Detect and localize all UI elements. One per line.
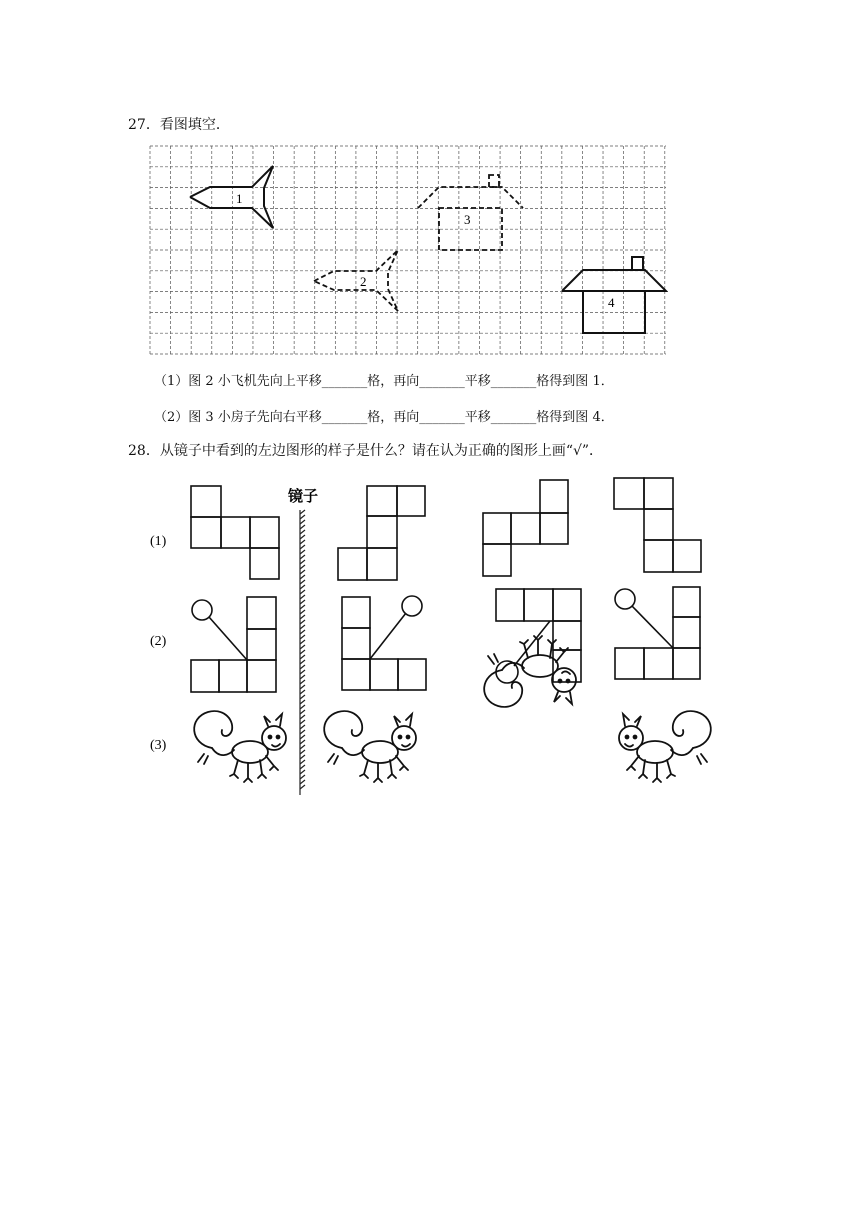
figure-2-label: 2 <box>360 274 367 289</box>
house-figure-3 <box>418 175 523 250</box>
figure-3-label: 3 <box>464 212 471 227</box>
q27-sub-question-1: （1）图 2 小飞机先向上平移_______格，再向_______平移_______格得到图 1． <box>154 374 614 389</box>
row1-option-c <box>614 478 701 572</box>
translation-grid-figure <box>148 144 668 356</box>
dashed-grid <box>150 146 666 354</box>
figure-4-label: 4 <box>608 295 615 310</box>
row-label-3: (3) <box>150 738 167 753</box>
row-label-1: (1) <box>150 534 167 549</box>
figure-1-label: 1 <box>236 191 243 206</box>
row3-original-squirrel <box>194 711 286 782</box>
q27-sub-question-2: （2）图 3 小房子先向右平移_______格，再向_______平移_______格得到图 4． <box>154 410 614 425</box>
row1-option-b <box>483 480 568 576</box>
row1-option-a <box>338 486 425 580</box>
q27-title: 27．看图填空． <box>128 117 230 133</box>
row2-option-a <box>342 596 426 690</box>
row3-option-c <box>619 711 711 782</box>
row-label-2: (2) <box>150 634 167 649</box>
row2-option-c <box>615 587 700 679</box>
row2-original-shape <box>191 597 276 692</box>
mirror-label: 镜子 <box>288 489 319 505</box>
mirror-choices-figure <box>140 470 730 800</box>
plane-figure-1 <box>190 166 273 228</box>
q28-title: 28．从镜子中看到的左边图形的样子是什么？请在认为正确的图形上画“√”． <box>128 443 604 459</box>
row3-option-a <box>324 711 416 782</box>
row1-original-shape <box>191 486 279 579</box>
mirror-line <box>300 510 305 795</box>
